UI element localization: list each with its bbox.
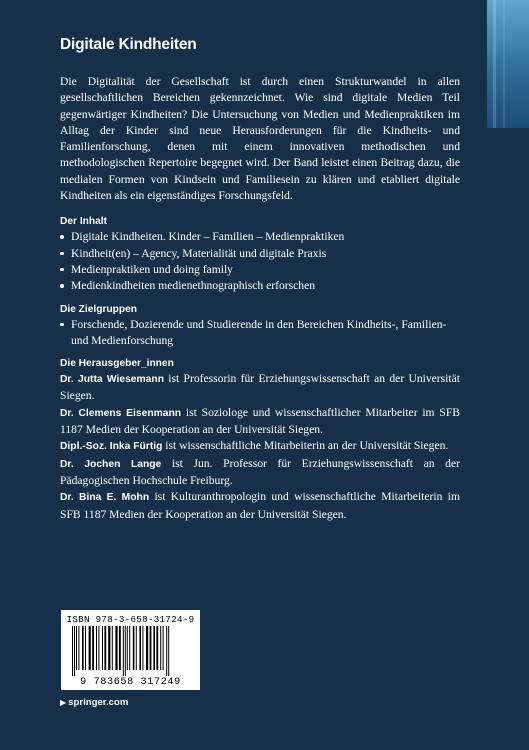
barcode-bar <box>76 626 77 670</box>
barcode-bar <box>156 626 158 670</box>
book-title: Digitale Kindheiten <box>60 36 197 53</box>
barcode-bar <box>96 626 97 670</box>
inhalt-heading: Der Inhalt <box>60 216 107 228</box>
list-item: Kindheit(en) – Agency, Materialität und digitale Praxis <box>60 246 460 262</box>
barcode-bar <box>125 626 126 676</box>
barcode-bar <box>133 626 135 670</box>
list-item: Medienkindheiten medienethnographisch erforschen <box>60 278 460 294</box>
editor-description: ist Jun. Professor für Erziehungswissenschaft an der Pädagogischen Hochschule Freiburg. <box>60 456 460 487</box>
barcode-bar <box>85 626 86 670</box>
intro-paragraph: Die Digitalität der Gesellschaft ist durch einen Strukturwandel in allen gesellschaftlichen Bereichen gekennzeichnet. Wie sind digitale Medien Teil gegenwärtiger Kindheiten? Die Untersuchung von Medien und Medienpraktiken im Alltag der Kinder sind neue Herausforderungen für die Kindheits- und Familienforschung, denen mit einem innovativen methodischen und methodologischen Repertoire begegnet wird. Der Band leistet einen Beitrag dazu, die medialen Formen von Kindsein und Familiesein zu klären und etabliert digitale Kindheiten als ein eigenständiges Forschungsfeld. <box>60 75 460 203</box>
barcode-bar <box>112 626 113 670</box>
editor-name: Dr. Jutta Wiesemann <box>60 374 164 386</box>
editor-entry <box>60 456 460 490</box>
barcode-bar <box>102 626 103 670</box>
editor-entry <box>60 405 460 439</box>
barcode-bar <box>168 626 169 676</box>
barcode-bar <box>142 626 143 670</box>
barcode-bar <box>108 626 110 670</box>
herausgeber-list <box>60 371 460 523</box>
editor-name: Dipl.-Soz. Inka Fürtig <box>60 441 163 453</box>
editor-description: ist Soziologe und wissenschaftlicher Mitarbeiter im SFB 1187 Medien der Kooperation an der Universität Siegen. <box>60 405 460 437</box>
cover-corner-accent <box>487 0 529 128</box>
barcode-bar <box>166 626 167 676</box>
isbn-barcode <box>61 610 200 690</box>
list-item: Medienpraktiken und doing family <box>60 262 460 278</box>
editor-entry <box>60 371 460 405</box>
barcode-bar <box>127 626 128 670</box>
barcode-bar <box>150 626 152 670</box>
inhalt-list <box>60 229 460 294</box>
editor-entry <box>60 489 460 523</box>
barcode-bar <box>160 626 161 670</box>
editor-description: ist wissenschaftliche Mitarbeiterin an der Universität Siegen. <box>162 439 449 453</box>
barcode-bars <box>71 626 193 676</box>
barcode-bar <box>153 626 155 670</box>
publisher-url: springer.com <box>68 697 129 708</box>
back-cover-text <box>60 36 460 523</box>
barcode-bar <box>78 626 79 670</box>
zielgruppen-list <box>60 317 460 350</box>
editor-name: Dr. Clemens Eisenmann <box>60 407 182 419</box>
editor-entry <box>60 438 460 455</box>
barcode-bar <box>104 626 106 670</box>
ean-number: 9 783658 317249 <box>80 677 181 688</box>
editor-name: Dr. Bina E. Mohn <box>60 492 150 504</box>
barcode-bar <box>89 626 91 670</box>
list-item: Digitale Kindheiten. Kinder – Familien – Medienpraktiken <box>60 229 460 245</box>
editor-description: ist Professorin für Erziehungswissenschaft an der Universität Siegen. <box>60 372 460 403</box>
editor-name: Dr. Jochen Lange <box>60 458 162 470</box>
herausgeber-heading: Die Herausgeber_innen <box>60 358 174 370</box>
barcode-bar <box>74 626 75 676</box>
barcode-bar <box>72 626 73 676</box>
arrow-right-icon: ▶ <box>60 698 67 707</box>
publisher-logo <box>60 697 128 708</box>
editor-description: ist Kulturanthropologin und wissenschaftliche Mitarbeiterin im SFB 1187 Medien der Kooperation an der Universität Siegen. <box>60 490 460 521</box>
barcode-bar <box>146 626 148 670</box>
barcode-bar <box>139 626 141 670</box>
isbn-number: ISBN 978-3-658-31724-9 <box>66 614 195 625</box>
barcode-bar <box>163 626 164 670</box>
barcode-bar <box>115 626 117 670</box>
barcode-bar <box>123 626 124 676</box>
list-item: Forschende, Dozierende und Studierende in den Bereichen Kindheits-, Familien- und Medienforschung <box>60 317 460 350</box>
barcode-bar <box>82 626 84 670</box>
barcode-bar <box>92 626 94 670</box>
barcode-bar <box>98 626 99 670</box>
barcode-bar <box>119 626 121 670</box>
zielgruppen-heading: Die Zielgruppen <box>60 303 137 315</box>
barcode-bar <box>129 626 130 670</box>
barcode-bar <box>136 626 137 670</box>
